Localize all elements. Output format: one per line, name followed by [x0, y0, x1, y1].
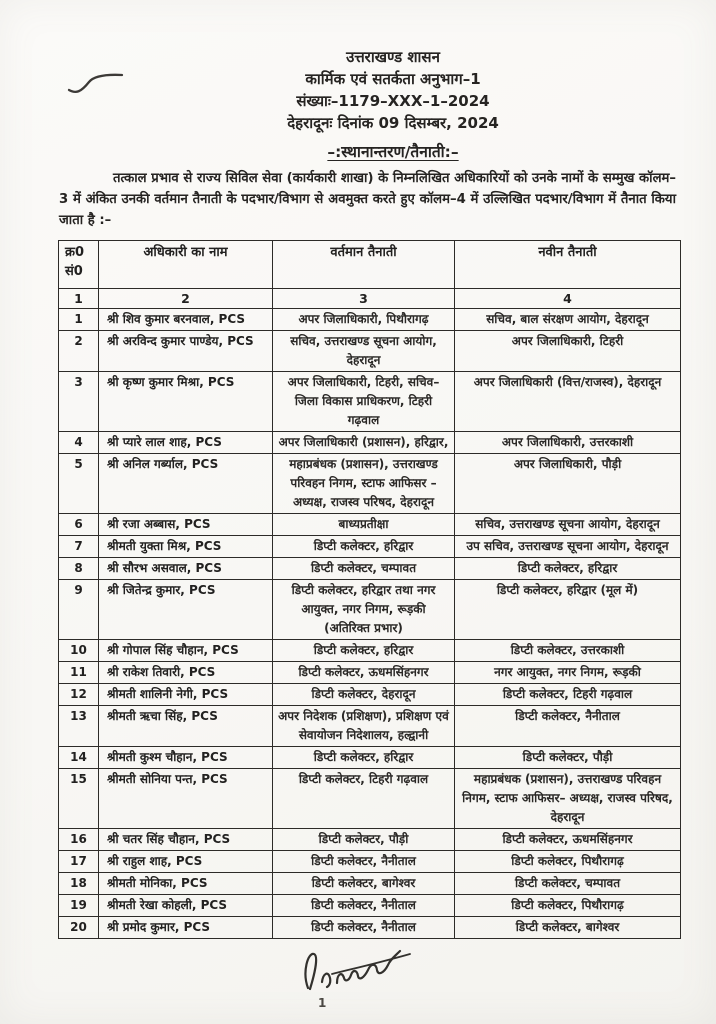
- col-number-2: 2: [99, 289, 273, 309]
- row-new-posting: डिप्टी कलेक्टर, ऊधमसिंहनगर: [455, 829, 681, 851]
- row-serial-number: 2: [59, 331, 99, 372]
- row-new-posting: सचिव, बाल संरक्षण आयोग, देहरादून: [455, 309, 681, 331]
- handwritten-signature: [298, 942, 430, 994]
- subject-line: –:स्थानान्तरण/तैनाती:–: [327, 143, 459, 161]
- row-current-posting: डिप्टी कलेक्टर, चम्पावत: [273, 558, 455, 580]
- row-current-posting: अपर जिलाधिकारी, टिहरी, सचिव–जिला विकास प्राधिकरण, टिहरी गढ़वाल: [273, 372, 455, 432]
- row-serial-number: 9: [59, 580, 99, 640]
- row-new-posting: डिप्टी कलेक्टर, बागेश्वर: [455, 917, 681, 939]
- table-row: [59, 873, 681, 895]
- row-officer-name: श्री राकेश तिवारी, PCS: [99, 662, 273, 684]
- row-officer-name: श्री रजा अब्बास, PCS: [99, 514, 273, 536]
- row-current-posting: डिप्टी कलेक्टर, देहरादून: [273, 684, 455, 706]
- row-officer-name: श्री जितेन्द्र कुमार, PCS: [99, 580, 273, 640]
- col-number-4: 4: [455, 289, 681, 309]
- row-new-posting: डिप्टी कलेक्टर, पौड़ी: [455, 747, 681, 769]
- table-row: [59, 895, 681, 917]
- row-new-posting: डिप्टी कलेक्टर, पिथौरागढ़: [455, 895, 681, 917]
- letterhead: [0, 46, 716, 163]
- row-current-posting: डिप्टी कलेक्टर, नैनीताल: [273, 851, 455, 873]
- row-officer-name: श्री प्रमोद कुमार, PCS: [99, 917, 273, 939]
- row-serial-number: 3: [59, 372, 99, 432]
- org-name: उत्तराखण्ड शासन: [346, 48, 440, 66]
- row-officer-name: श्री शिव कुमार बरनवाल, PCS: [99, 309, 273, 331]
- row-new-posting: अपर जिलाधिकारी, टिहरी: [455, 331, 681, 372]
- row-officer-name: श्री सौरभ असवाल, PCS: [99, 558, 273, 580]
- row-new-posting: सचिव, उत्तराखण्ड सूचना आयोग, देहरादून: [455, 514, 681, 536]
- col-header-officer-name: अधिकारी का नाम: [99, 241, 273, 289]
- row-new-posting: नगर आयुक्त, नगर निगम, रूड़की: [455, 662, 681, 684]
- col-header-current-posting: वर्तमान तैनाती: [273, 241, 455, 289]
- row-serial-number: 6: [59, 514, 99, 536]
- row-current-posting: बाध्यप्रतीक्षा: [273, 514, 455, 536]
- row-current-posting: डिप्टी कलेक्टर, हरिद्वार तथा नगर आयुक्त, नगर निगम, रूड़की (अतिरिक्त प्रभार): [273, 580, 455, 640]
- row-officer-name: श्री कृष्ण कुमार मिश्रा, PCS: [99, 372, 273, 432]
- table-row: [59, 851, 681, 873]
- row-officer-name: श्री अरविन्द कुमार पाण्डेय, PCS: [99, 331, 273, 372]
- row-new-posting: अपर जिलाधिकारी, पौड़ी: [455, 454, 681, 514]
- row-officer-name: श्री राहुल शाह, PCS: [99, 851, 273, 873]
- col-header-new-posting: नवीन तैनाती: [455, 241, 681, 289]
- row-current-posting: अपर जिलाधिकारी (प्रशासन), हरिद्वार,: [273, 432, 455, 454]
- row-current-posting: सचिव, उत्तराखण्ड सूचना आयोग, देहरादून: [273, 331, 455, 372]
- intro-paragraph: तत्काल प्रभाव से राज्य सिविल सेवा (कार्यकारी शाखा) के निम्नलिखित अधिकारियों को उनके नामों के सम्मुख कॉलम–3 में अंकित उनकी वर्तमान तैनाती के पदभार/विभाग से अवमुक्त करते हुए कॉलम–4 में उल्लिखित पदभार/विभाग में तैनात किया जाता है :–: [59, 171, 676, 228]
- table-row: [59, 706, 681, 747]
- col-number-3: 3: [273, 289, 455, 309]
- table-row: [59, 769, 681, 829]
- row-officer-name: श्रीमती ऋचा सिंह, PCS: [99, 706, 273, 747]
- row-serial-number: 20: [59, 917, 99, 939]
- table-row: [59, 917, 681, 939]
- table-row: [59, 514, 681, 536]
- row-serial-number: 15: [59, 769, 99, 829]
- department-line: कार्मिक एवं सतर्कता अनुभाग–1: [305, 70, 481, 88]
- row-current-posting: अपर जिलाधिकारी, पिथौरागढ़: [273, 309, 455, 331]
- row-current-posting: डिप्टी कलेक्टर, ऊधमसिंहनगर: [273, 662, 455, 684]
- row-officer-name: श्री चतर सिंह चौहान, PCS: [99, 829, 273, 851]
- row-officer-name: श्रीमती सोनिया पन्त, PCS: [99, 769, 273, 829]
- row-current-posting: डिप्टी कलेक्टर, हरिद्वार: [273, 747, 455, 769]
- table-row: [59, 372, 681, 432]
- row-new-posting: महाप्रबंधक (प्रशासन), उत्तराखण्ड परिवहन निगम, स्टाफ आफिसर– अध्यक्ष, राजस्व परिषद, देहरादून: [455, 769, 681, 829]
- row-current-posting: डिप्टी कलेक्टर, नैनीताल: [273, 917, 455, 939]
- col-number-1: 1: [59, 289, 99, 309]
- transfer-table: [58, 240, 681, 939]
- row-current-posting: अपर निदेशक (प्रशिक्षण), प्रशिक्षण एवं सेवायोजन निदेशालय, हल्द्वानी: [273, 706, 455, 747]
- row-serial-number: 5: [59, 454, 99, 514]
- row-officer-name: श्रीमती शालिनी नेगी, PCS: [99, 684, 273, 706]
- row-officer-name: श्री अनिल गर्ब्याल, PCS: [99, 454, 273, 514]
- table-header-row: [59, 241, 681, 289]
- row-new-posting: डिप्टी कलेक्टर, टिहरी गढ़वाल: [455, 684, 681, 706]
- table-row: [59, 829, 681, 851]
- row-officer-name: श्रीमती युक्ता मिश्र, PCS: [99, 536, 273, 558]
- letter-number: संख्याः–1179–XXX–1–2024: [296, 92, 490, 110]
- row-officer-name: श्रीमती कुश्म चौहान, PCS: [99, 747, 273, 769]
- row-serial-number: 14: [59, 747, 99, 769]
- row-serial-number: 4: [59, 432, 99, 454]
- row-new-posting: अपर जिलाधिकारी (वित्त/राजस्व), देहरादून: [455, 372, 681, 432]
- row-officer-name: श्रीमती रेखा कोहली, PCS: [99, 895, 273, 917]
- row-serial-number: 16: [59, 829, 99, 851]
- row-officer-name: श्री गोपाल सिंह चौहान, PCS: [99, 640, 273, 662]
- table-row: [59, 331, 681, 372]
- column-number-row: [59, 289, 681, 309]
- row-new-posting: डिप्टी कलेक्टर, हरिद्वार: [455, 558, 681, 580]
- table-row: [59, 454, 681, 514]
- table-row: [59, 684, 681, 706]
- row-serial-number: 18: [59, 873, 99, 895]
- row-current-posting: डिप्टी कलेक्टर, पौड़ी: [273, 829, 455, 851]
- col-header-serial: क्र0 सं0: [59, 241, 99, 289]
- row-new-posting: अपर जिलाधिकारी, उत्तरकाशी: [455, 432, 681, 454]
- row-new-posting: उप सचिव, उत्तराखण्ड सूचना आयोग, देहरादून: [455, 536, 681, 558]
- table-row: [59, 640, 681, 662]
- row-current-posting: डिप्टी कलेक्टर, बागेश्वर: [273, 873, 455, 895]
- row-serial-number: 13: [59, 706, 99, 747]
- table-row: [59, 432, 681, 454]
- row-serial-number: 11: [59, 662, 99, 684]
- row-current-posting: डिप्टी कलेक्टर, हरिद्वार: [273, 640, 455, 662]
- row-serial-number: 8: [59, 558, 99, 580]
- transfer-table-body: [59, 309, 681, 939]
- row-serial-number: 7: [59, 536, 99, 558]
- row-new-posting: डिप्टी कलेक्टर, उत्तरकाशी: [455, 640, 681, 662]
- row-new-posting: डिप्टी कलेक्टर, नैनीताल: [455, 706, 681, 747]
- page-number: 1: [318, 996, 327, 1010]
- row-current-posting: डिप्टी कलेक्टर, नैनीताल: [273, 895, 455, 917]
- row-new-posting: डिप्टी कलेक्टर, हरिद्वार (मूल में): [455, 580, 681, 640]
- row-new-posting: डिप्टी कलेक्टर, पिथौरागढ़: [455, 851, 681, 873]
- row-serial-number: 12: [59, 684, 99, 706]
- row-current-posting: डिप्टी कलेक्टर, हरिद्वार: [273, 536, 455, 558]
- table-row: [59, 536, 681, 558]
- row-current-posting: महाप्रबंधक (प्रशासन), उत्तराखण्ड परिवहन निगम, स्टाफ आफिसर –अध्यक्ष, राजस्व परिषद, देहरादून: [273, 454, 455, 514]
- row-officer-name: श्री प्यारे लाल शाह, PCS: [99, 432, 273, 454]
- row-current-posting: डिप्टी कलेक्टर, टिहरी गढ़वाल: [273, 769, 455, 829]
- row-serial-number: 10: [59, 640, 99, 662]
- table-row: [59, 580, 681, 640]
- place-date-line: देहरादूनः दिनांक 09 दिसम्बर, 2024: [287, 114, 499, 132]
- row-serial-number: 19: [59, 895, 99, 917]
- row-officer-name: श्रीमती मोनिका, PCS: [99, 873, 273, 895]
- table-row: [59, 662, 681, 684]
- row-serial-number: 17: [59, 851, 99, 873]
- row-new-posting: डिप्टी कलेक्टर, चम्पावत: [455, 873, 681, 895]
- table-row: [59, 558, 681, 580]
- table-row: [59, 747, 681, 769]
- table-row: [59, 309, 681, 331]
- row-serial-number: 1: [59, 309, 99, 331]
